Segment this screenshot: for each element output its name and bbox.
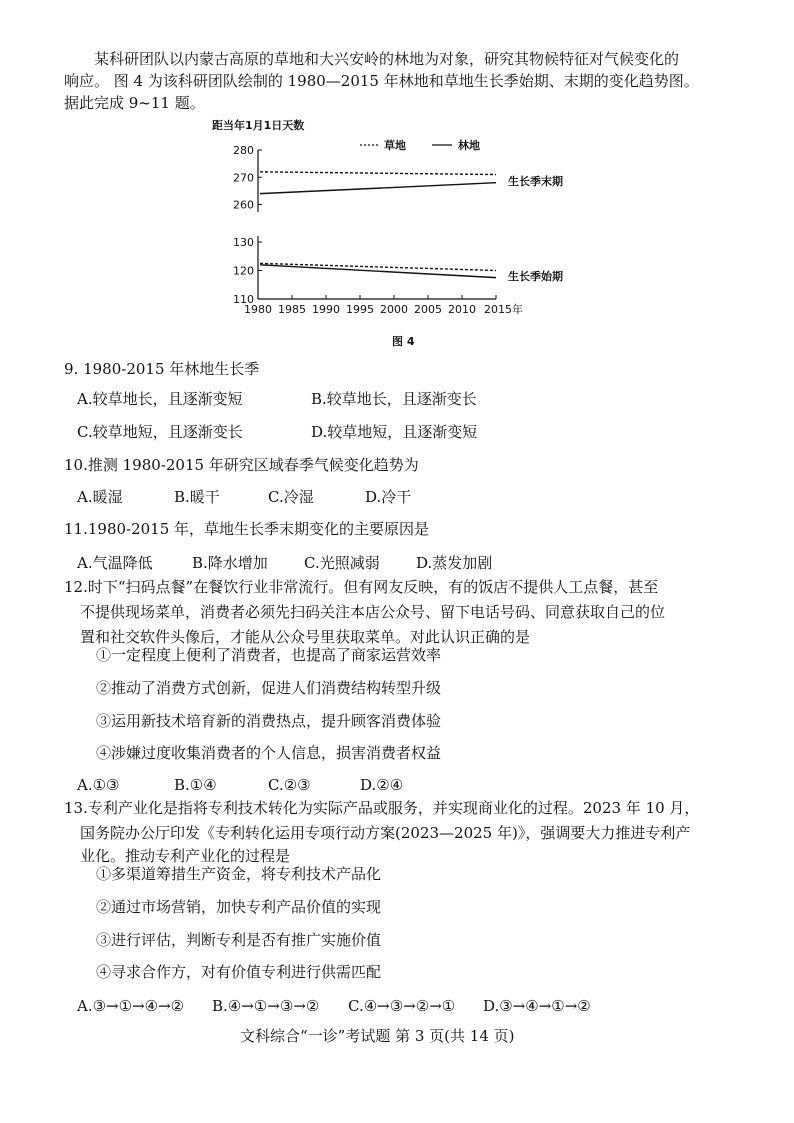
q13-option-b[interactable]: B.④→①→③→② — [212, 997, 320, 1015]
q13-option-c[interactable]: C.④→③→②→① — [348, 997, 456, 1015]
q12-option-b[interactable]: B.①④ — [174, 776, 217, 794]
q13-stem-line-3: 业化。推动专利产业化的过程是 — [80, 847, 291, 865]
q9-option-a[interactable]: A.较草地长，且逐渐变短 — [77, 390, 243, 408]
y-tick-label: 130 — [233, 236, 254, 249]
q10-option-d[interactable]: D.冷干 — [365, 488, 412, 506]
q13-stem-line-2: 国务院办公厅印发《专利转化运用专项行动方案(2023—2025 年)》，强调要大力推进专利产 — [80, 824, 691, 842]
intro-paragraph — [64, 48, 734, 114]
intro-line-2: 响应。 图 4 为该科研团队绘制的 1980—2015 年林地和草地生长季始期、末期的变化趋势图。 — [64, 72, 699, 90]
x-tick-label: 1980 — [244, 303, 272, 316]
q10-option-b[interactable]: B.暖干 — [174, 488, 220, 506]
q12-statement-2: ②推动了消费方式创新，促进人们消费结构转型升级 — [96, 679, 442, 697]
x-tick-label: 2015年 — [484, 303, 523, 316]
q9-stem: 9. 1980-2015 年林地生长季 — [64, 360, 260, 378]
q12-stem-line-3: 置和社交软件头像后，才能从公众号里获取菜单。对此认识正确的是 — [80, 628, 531, 646]
y-tick-label: 110 — [233, 293, 254, 306]
y-tick-label: 260 — [233, 198, 254, 212]
x-tick-label: 2010 — [448, 303, 476, 316]
x-tick-label: 2000 — [380, 303, 408, 316]
q11-option-b[interactable]: B.降水增加 — [192, 554, 268, 572]
forest-end-line — [260, 183, 496, 194]
intro-line-1: 某科研团队以内蒙古高原的草地和大兴安岭的林地为对象，研究其物候特征对气候变化的 — [94, 50, 680, 68]
q13-stem-line-1: 13.专利产业化是指将专利技术转化为实际产品或服务，并实现商业化的过程。2023 年 10 月， — [64, 799, 700, 817]
q12-statement-4: ④涉嫌过度收集消费者的个人信息，损害消费者权益 — [96, 744, 442, 762]
q12-statement-1: ①一定程度上便利了消费者，也提高了商家运营效率 — [96, 646, 442, 664]
q10-option-a[interactable]: A.暖湿 — [77, 488, 123, 506]
chart-caption: 图 4 — [392, 335, 415, 348]
q12-stem-line-1: 12.时下“扫码点餐”在餐饮行业非常流行。但有网友反映，有的饭店不提供人工点餐，甚至 — [64, 578, 659, 596]
q13-option-a[interactable]: A.③→①→④→② — [77, 997, 185, 1015]
y-tick-label: 280 — [233, 144, 254, 157]
q10-option-c[interactable]: C.冷湿 — [268, 488, 314, 506]
q12-option-a[interactable]: A.①③ — [77, 776, 120, 794]
q9-option-d[interactable]: D.较草地短，且逐渐变短 — [311, 423, 478, 441]
chart-axes — [233, 144, 523, 316]
x-tick-label: 1985 — [278, 303, 306, 316]
forest-start-line — [260, 265, 496, 278]
q12-option-c[interactable]: C.②③ — [268, 776, 311, 794]
x-tick-label: 2005 — [414, 303, 442, 316]
q11-option-a[interactable]: A.气温降低 — [77, 554, 153, 572]
intro-line-3: 据此完成 9~11 题。 — [64, 94, 205, 112]
phenology-trend-chart — [200, 112, 600, 352]
legend-grass-label: 草地 — [384, 139, 406, 152]
q11-stem: 11.1980-2015 年，草地生长季末期变化的主要原因是 — [64, 520, 430, 538]
annotation-start-season: 生长季始期 — [508, 270, 563, 283]
x-tick-label: 1990 — [312, 303, 340, 316]
q10-stem: 10.推测 1980-2015 年研究区域春季气候变化趋势为 — [64, 456, 419, 474]
y-tick-label: 270 — [233, 171, 254, 185]
q12-option-d[interactable]: D.②④ — [360, 776, 404, 794]
grass-end-line — [260, 172, 496, 175]
q12-statement-3: ③运用新技术培育新的消费热点，提升顾客消费体验 — [96, 712, 442, 730]
q13-statement-3: ③进行评估，判断专利是否有推广实施价值 — [96, 931, 382, 949]
q9-option-c[interactable]: C.较草地短，且逐渐变长 — [77, 423, 243, 441]
page-footer: 文科综合“一诊”考试题 第 3 页(共 14 页) — [240, 1027, 515, 1045]
annotation-end-season: 生长季末期 — [508, 175, 563, 188]
y-tick-label: 120 — [233, 264, 254, 278]
chart-ylabel: 距当年1月1日天数 — [212, 119, 305, 132]
x-tick-label: 1995 — [346, 303, 374, 316]
legend-forest-label: 林地 — [458, 139, 480, 152]
q11-option-d[interactable]: D.蒸发加剧 — [416, 554, 493, 572]
q11-option-c[interactable]: C.光照减弱 — [304, 554, 380, 572]
q13-statement-1: ①多渠道筹措生产资金，将专利技术产品化 — [96, 865, 382, 883]
q9-option-b[interactable]: B.较草地长，且逐渐变长 — [311, 390, 477, 408]
chart-series — [260, 172, 496, 278]
q13-option-d[interactable]: D.③→④→①→② — [483, 997, 591, 1015]
q13-statement-4: ④寻求合作方，对有价值专利进行供需匹配 — [96, 963, 382, 981]
q12-stem-line-2: 不提供现场菜单，消费者必须先扫码关注本店公众号、留下电话号码、同意获取自己的位 — [80, 603, 666, 621]
q13-statement-2: ②通过市场营销，加快专利产品价值的实现 — [96, 898, 382, 916]
